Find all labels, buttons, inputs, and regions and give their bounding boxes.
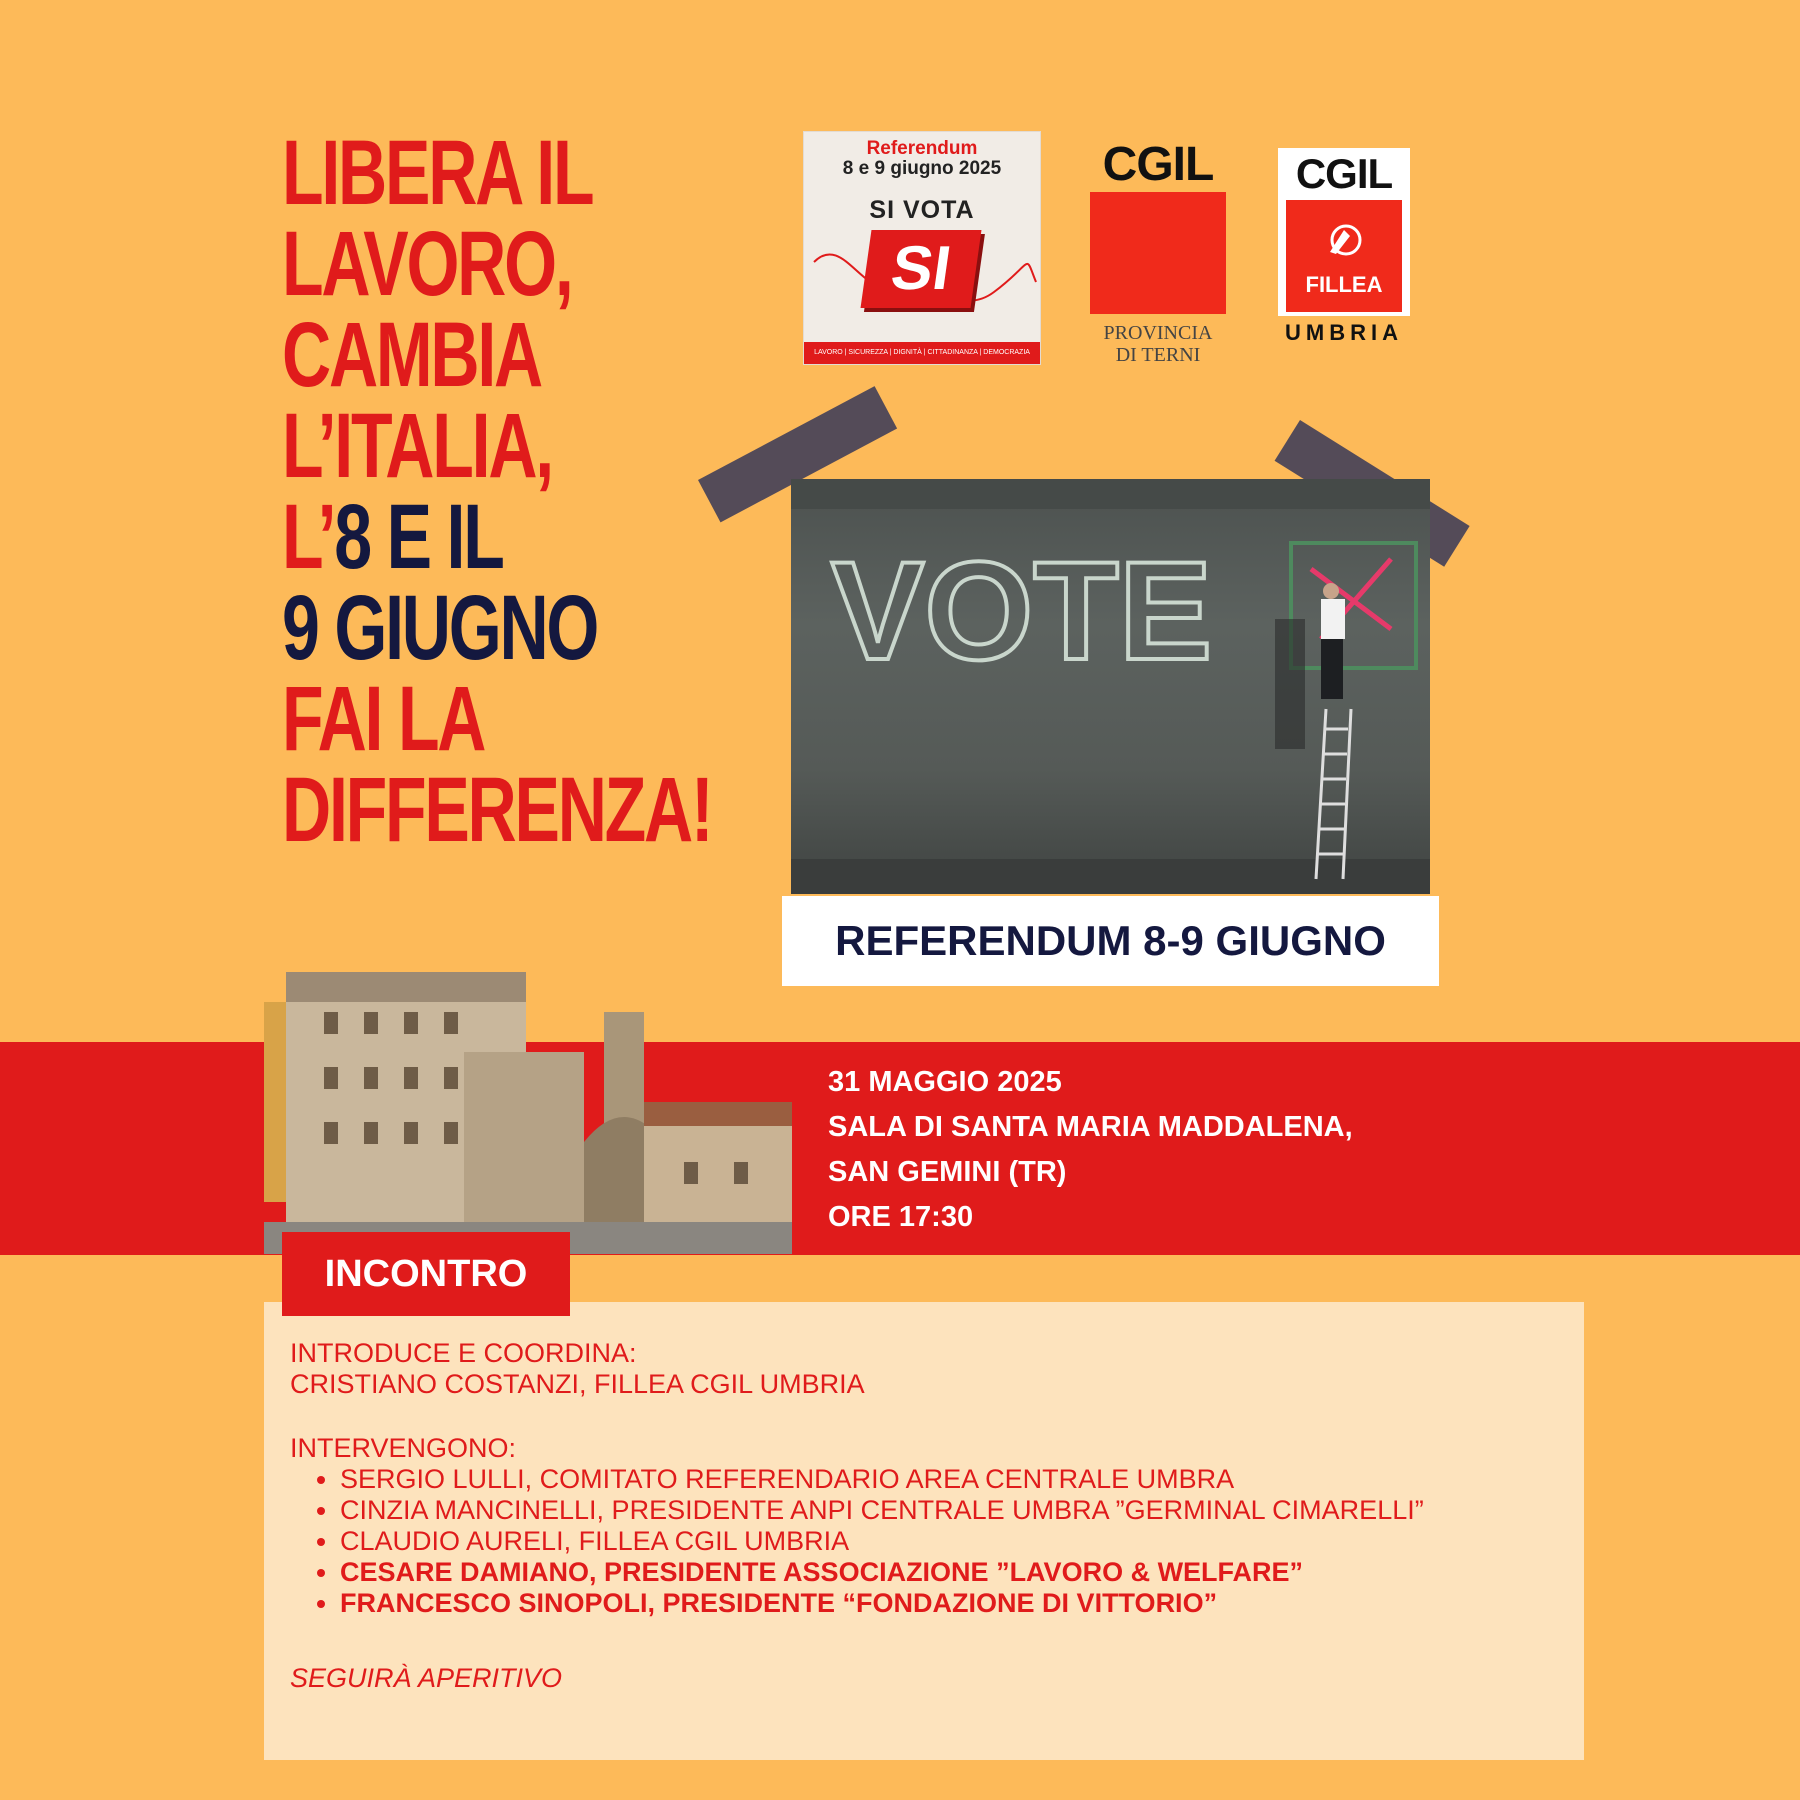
event-date: 31 MAGGIO 2025 [828, 1066, 1062, 1098]
cgil-terni-sub1: PROVINCIA [1103, 322, 1213, 344]
vote-wall-illustration [791, 479, 1430, 894]
closing-note: SEGUIRÀ APERITIVO [290, 1663, 563, 1693]
headline-line [282, 213, 578, 315]
cgil-fillea-logo [1278, 148, 1410, 348]
vote-photo [791, 479, 1430, 894]
headline-text: CAMBIA [282, 304, 541, 406]
intro-label: INTRODUCE E COORDINA: [290, 1338, 637, 1368]
cgil-terni-sub2: DI TERNI [1115, 344, 1201, 366]
speaker-item: • CLAUDIO AURELI, FILLEA CGIL UMBRIA [340, 1526, 1530, 1557]
headline-line [282, 486, 578, 588]
intro-name: CRISTIANO COSTANZI, FILLEA CGIL UMBRIA [290, 1369, 865, 1399]
referendum-logo-si-vota: SI VOTA [869, 196, 975, 224]
incontro-label: INCONTRO [324, 1253, 528, 1295]
cgil-fillea-region: UMBRIA [1285, 320, 1403, 345]
event-place: SALA DI SANTA MARIA MADDALENA, [828, 1111, 1353, 1143]
event-details [828, 1060, 1628, 1240]
cgil-fillea-name: CGIL [1295, 150, 1393, 197]
event-time: ORE 17:30 [828, 1201, 974, 1233]
town-illustration [264, 972, 792, 1254]
program-text [290, 1338, 1530, 1694]
speaker-item: • SERGIO LULLI, COMITATO REFERENDARIO AREA CENTRALE UMBRA [340, 1464, 1530, 1495]
speaker-item: • FRANCESCO SINOPOLI, PRESIDENTE “FONDAZIONE DI VITTORIO” [340, 1588, 1530, 1619]
speakers-label: INTERVENGONO: [290, 1433, 517, 1463]
headline-line [282, 122, 593, 224]
referendum-label-text: REFERENDUM 8-9 GIUGNO [835, 917, 1386, 964]
referendum-logo [804, 132, 1040, 364]
cgil-fillea-label: FILLEA [1305, 272, 1383, 297]
headline-text: 9 GIUGNO [282, 577, 598, 679]
headline [282, 122, 712, 861]
incontro-tag [282, 1232, 570, 1316]
headline-line [282, 577, 598, 679]
referendum-logo-footer: LAVORO | SICUREZZA | DIGNITÀ | CITTADINANZA | DEMOCRAZIA [804, 342, 1040, 364]
red-square-icon [1090, 192, 1226, 314]
headline-text: LAVORO, [282, 213, 572, 315]
headline-text: L’ITALIA, [282, 395, 552, 497]
san-gemini-photo [264, 972, 792, 1254]
headline-line [282, 304, 578, 406]
headline-text: DIFFERENZA! [282, 759, 712, 861]
speaker-item: • CESARE DAMIANO, PRESIDENTE ASSOCIAZIONE ”LAVORO & WELFARE” [340, 1557, 1530, 1588]
speakers-list [290, 1464, 1530, 1619]
headline-line [282, 668, 578, 770]
headline-text: FAI LA [282, 668, 485, 770]
fillea-emblem-icon [1324, 222, 1364, 258]
vote-wall-text: VOTE [831, 532, 1213, 689]
cgil-terni-name: CGIL [1102, 138, 1214, 191]
headline-line [282, 759, 712, 861]
referendum-logo-si-mark: SI [861, 230, 982, 308]
cgil-terni-logo [1088, 140, 1228, 370]
event-city: SAN GEMINI (TR) [828, 1156, 1067, 1188]
headline-text: LIBERA IL [282, 122, 593, 224]
headline-text: 8 E IL [334, 486, 503, 588]
referendum-logo-title: Referendum [866, 138, 978, 159]
referendum-label [782, 896, 1439, 986]
headline-line [282, 395, 578, 497]
referendum-logo-dates: 8 e 9 giugno 2025 [842, 158, 1002, 179]
speaker-item: • CINZIA MANCINELLI, PRESIDENTE ANPI CENTRALE UMBRA ”GERMINAL CIMARELLI” [340, 1495, 1530, 1526]
headline-text: L’ [282, 486, 335, 588]
